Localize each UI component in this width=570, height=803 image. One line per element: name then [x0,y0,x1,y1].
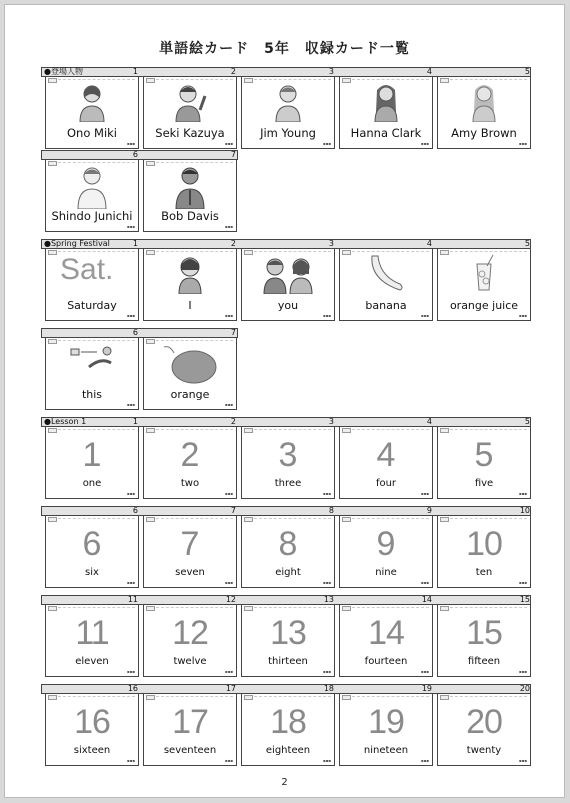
man-portrait-icon [172,165,208,209]
section-label: ●Lesson 1 [44,417,87,426]
card-number: 4 [426,239,432,248]
big-numeral: 4 [376,436,396,474]
card-label: Amy Brown [451,126,517,140]
big-numeral: 1 [82,436,102,474]
word-card: 3 three ▪▪▪ [241,427,335,499]
word-card: Shindo Junichi ▪▪▪ [45,160,139,232]
card-row [41,506,531,589]
card-row [41,328,238,411]
word-card: banana ▪▪▪ [339,249,433,321]
card-label: Jim Young [260,126,316,140]
big-numeral: 2 [180,436,200,474]
word-card: you ▪▪▪ [241,249,335,321]
word-card: Jim Young ▪▪▪ [241,77,335,149]
card-number: 1 [132,417,138,426]
word-card: this ▪▪▪ [45,338,139,410]
card-number: 7 [230,150,236,159]
big-numeral: 10 [466,525,502,563]
card-number: 11 [127,595,138,604]
card-number: 2 [230,239,236,248]
section-strip [41,595,531,605]
orange-fruit-icon [160,343,220,385]
big-numeral: 16 [74,703,110,741]
big-numeral: 18 [270,703,306,741]
card-number: 12 [225,595,236,604]
card-number: 14 [421,595,432,604]
page-title: 単語絵カード 5年 収録カード一覧 [159,41,410,57]
section-strip [41,417,531,427]
card-label: nine [375,567,397,578]
girl-pointing-self-icon [175,254,205,294]
card-label: Seki Kazuya [155,126,225,140]
card-number: 19 [421,684,432,693]
word-card: orange ▪▪▪ [143,338,237,410]
card-label: Shindo Junichi [51,209,133,223]
word-card: 11 eleven ▪▪▪ [45,605,139,677]
word-card: 18 eighteen ▪▪▪ [241,694,335,766]
big-numeral: 12 [172,614,208,652]
card-label: eight [275,567,301,578]
word-card: 16 sixteen ▪▪▪ [45,694,139,766]
card-row [41,239,531,322]
word-card: orange juice ▪▪▪ [437,249,531,321]
section-label: ●登場人物 [44,67,83,76]
card-number: 8 [328,506,334,515]
word-card: 10 ten ▪▪▪ [437,516,531,588]
girl-long-hair-portrait-icon [467,82,501,122]
card-number: 4 [426,417,432,426]
section-strip [41,67,531,77]
hand-pointing-at-object-icon [67,343,117,379]
boy-portrait-icon [271,82,305,122]
word-card: 20 twenty ▪▪▪ [437,694,531,766]
big-numeral: 3 [278,436,298,474]
card-number: 10 [519,506,530,515]
word-card: 2 two ▪▪▪ [143,427,237,499]
section-strip [41,239,531,249]
card-row [41,417,531,500]
big-numeral: 9 [376,525,396,563]
banana-icon [364,254,408,294]
section-strip [41,328,238,338]
card-number: 4 [426,67,432,76]
card-label: one [82,478,102,489]
section-strip [41,506,531,516]
card-number: 18 [323,684,334,693]
card-row [41,595,531,678]
card-label: you [277,299,299,312]
card-number: 16 [127,684,138,693]
card-label: banana [365,299,407,312]
card-number: 13 [323,595,334,604]
card-label: this [81,388,103,401]
girl-long-hair-portrait-icon [369,82,403,122]
card-label: seven [175,567,205,578]
card-number: 6 [132,328,138,337]
card-number: 6 [132,150,138,159]
big-numeral: 14 [368,614,404,652]
word-card: 13 thirteen ▪▪▪ [241,605,335,677]
card-label: nineteen [363,745,409,756]
word-card: Amy Brown ▪▪▪ [437,77,531,149]
big-numeral: 20 [466,703,502,741]
card-number: 3 [328,67,334,76]
card-label: Ono Miki [66,126,117,140]
word-card: Sat. Saturday ▪▪▪ [45,249,139,321]
big-numeral: 6 [82,525,102,563]
card-number: 1 [132,239,138,248]
section-strip [41,684,531,694]
card-label: six [85,567,99,578]
card-label: Saturday [67,299,117,312]
man-portrait-icon [74,165,110,209]
card-row [41,684,531,767]
card-number: 3 [328,417,334,426]
word-card: 5 five ▪▪▪ [437,427,531,499]
card-label: five [474,478,494,489]
card-number: 2 [230,67,236,76]
card-label: thirteen [268,656,308,667]
card-label: Bob Davis [161,209,219,223]
word-card: 6 six ▪▪▪ [45,516,139,588]
document-page [4,4,565,798]
card-number: 9 [426,506,432,515]
juice-glass-icon [469,254,499,294]
card-label: eleven [75,656,109,667]
word-card: 14 fourteen ▪▪▪ [339,605,433,677]
word-card: 7 seven ▪▪▪ [143,516,237,588]
word-card: 8 eight ▪▪▪ [241,516,335,588]
card-number: 20 [519,684,530,693]
big-numeral: 5 [474,436,494,474]
card-label: twelve [173,656,207,667]
word-card: 19 nineteen ▪▪▪ [339,694,433,766]
card-number: 6 [132,506,138,515]
card-label: two [180,478,200,489]
big-numeral: 15 [466,614,502,652]
word-card: Bob Davis ▪▪▪ [143,160,237,232]
card-label: eighteen [265,745,311,756]
card-number: 17 [225,684,236,693]
card-label: seventeen [163,745,217,756]
card-label: three [274,478,302,489]
two-children-icon [261,254,315,294]
big-numeral: 13 [270,614,306,652]
card-number: 5 [524,67,530,76]
card-number: 5 [524,417,530,426]
card-label: ten [475,567,493,578]
word-card: 4 four ▪▪▪ [339,427,433,499]
card-number: 5 [524,239,530,248]
card-number: 7 [230,506,236,515]
girl-portrait-icon [75,82,109,122]
word-card: Hanna Clark ▪▪▪ [339,77,433,149]
word-card: 15 fifteen ▪▪▪ [437,605,531,677]
big-numeral: 7 [180,525,200,563]
card-label: orange juice [449,299,519,312]
saturday-abbreviation-art: Sat. [60,253,114,286]
card-label: fifteen [467,656,501,667]
card-label: fourteen [364,656,408,667]
card-number: 15 [519,595,530,604]
card-number: 2 [230,417,236,426]
card-label: orange [170,388,210,401]
card-number: 1 [132,67,138,76]
card-label: I [188,299,192,312]
page-number: 2 [281,777,288,788]
big-numeral: 11 [75,614,109,652]
word-card: Ono Miki ▪▪▪ [45,77,139,149]
card-label: Hanna Clark [350,126,422,140]
card-label: four [375,478,397,489]
section-strip [41,150,238,160]
word-card: 9 nine ▪▪▪ [339,516,433,588]
big-numeral: 19 [368,703,404,741]
big-numeral: 17 [172,703,208,741]
word-card: I ▪▪▪ [143,249,237,321]
card-number: 3 [328,239,334,248]
card-label: twenty [466,745,502,756]
card-row [41,150,238,233]
word-card: 12 twelve ▪▪▪ [143,605,237,677]
boy-waving-portrait-icon [172,82,208,122]
card-label: sixteen [73,745,111,756]
word-card: Seki Kazuya ▪▪▪ [143,77,237,149]
card-row [41,67,531,150]
card-number: 7 [230,328,236,337]
section-label: ●Spring Festival [44,239,110,248]
word-card: 17 seventeen ▪▪▪ [143,694,237,766]
word-card: 1 one ▪▪▪ [45,427,139,499]
big-numeral: 8 [278,525,298,563]
